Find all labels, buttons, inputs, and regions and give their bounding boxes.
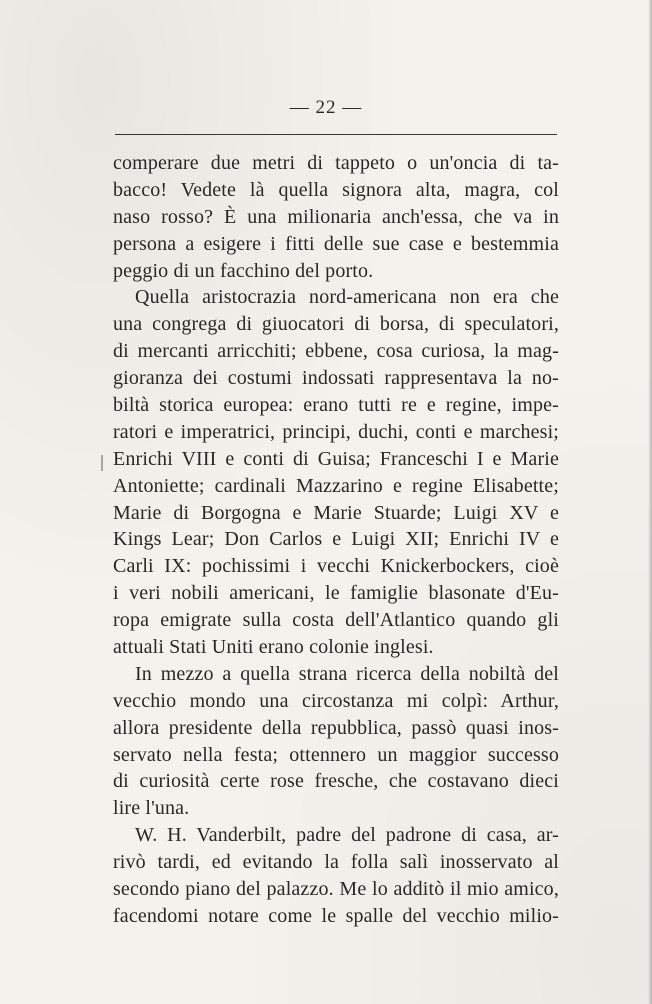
text-line: facendomi notare come le spalle del vecchio milio- (113, 904, 559, 927)
text-line: vecchio mondo una circostanza mi colpì: Arthur, (113, 689, 559, 712)
paragraph-start-line: Quella aristocrazia nord-americana non era che (135, 286, 559, 309)
text-line: naso rosso? È una milionaria anch'essa, che va in (113, 205, 559, 228)
text-line: i veri nobili americani, le famiglie blasonate d'Eu- (113, 582, 559, 605)
text-line: Carli IX: pochissimi i vecchi Knickerbockers, cioè (113, 555, 559, 578)
text-line: Marie di Borgogna e Marie Stuarde; Luigi XV e (113, 501, 559, 524)
text-line: persona a esigere i fitti delle sue case e bestemmia (113, 232, 559, 255)
page-number: — 22 — (289, 97, 363, 118)
text-line: Kings Lear; Don Carlos e Luigi XII; Enrichi IV e (113, 528, 559, 551)
text-line: di mercanti arricchiti; ebbene, cosa curiosa, la mag- (113, 340, 559, 363)
text-line: ropa emigrate sulla costa dell'Atlantico quando gli (113, 609, 559, 632)
text-line: gioranza dei costumi indossati rappresentava la no- (113, 367, 559, 390)
text-line: attuali Stati Uniti erano colonie inglesi. (113, 636, 434, 659)
paragraph-start-line: W. H. Vanderbilt, padre del padrone di casa, ar- (135, 824, 559, 847)
text-line: servato nella festa; ottennero un maggior successo (113, 743, 559, 766)
text-line: Antoniette; cardinali Mazzarino e regine Elisabette; (113, 474, 559, 497)
text-line: allora presidente della repubblica, passò quasi inos- (113, 716, 559, 739)
text-line: una congrega di giuocatori di borsa, di speculatori, (113, 313, 559, 336)
text-line: peggio di un facchino del porto. (113, 259, 374, 282)
text-line: Enrichi VIII e conti di Guisa; Franceschi I e Marie (113, 447, 559, 470)
text-line: lire l'una. (113, 797, 190, 820)
paragraph-start-line: In mezzo a quella strana ricerca della nobiltà del (135, 662, 559, 685)
text-line: ratori e imperatrici, principi, duchi, conti e marchesi; (113, 420, 559, 443)
text-line: biltà storica europea: erano tutti re e regine, impe- (113, 394, 559, 417)
text-line: di curiosità certe rose fresche, che costavano dieci (113, 770, 559, 793)
text-line: bacco! Vedete là quella signora alta, magra, col (113, 178, 559, 201)
page-edge-shadow (648, 0, 652, 1004)
body-text (113, 150, 559, 930)
text-line: comperare due metri di tappeto o un'oncia di ta- (113, 152, 559, 174)
header-rule (115, 134, 557, 135)
text-line: rivò tardi, ed evitando la folla salì inosservato al (113, 851, 559, 874)
text-line: secondo piano del palazzo. Me lo additò il mio amico, (113, 878, 559, 901)
margin-mark (101, 455, 103, 471)
